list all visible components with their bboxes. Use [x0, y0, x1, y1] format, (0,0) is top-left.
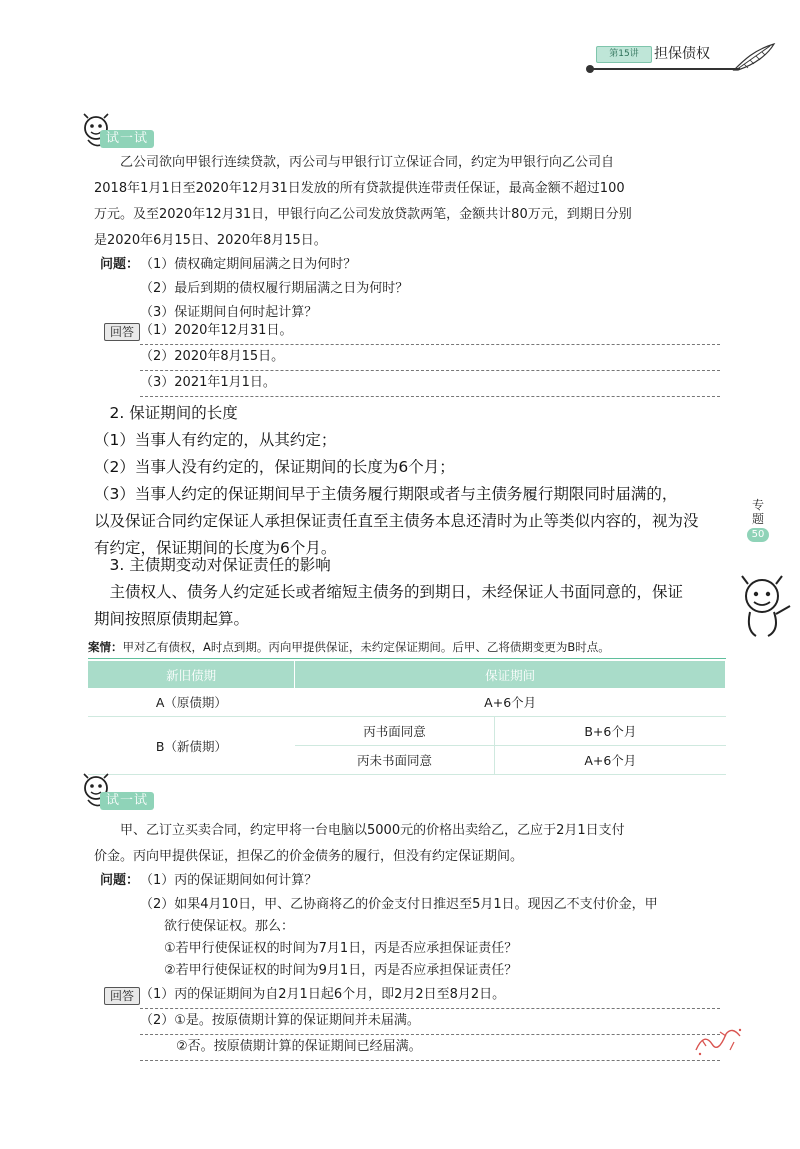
- lecture-badge: 第15讲: [596, 46, 652, 63]
- case-text: 甲对乙有债权，A时点到期。丙向甲提供保证，未约定保证期间。后甲、乙将债期变更为B时点。: [122, 640, 610, 654]
- text-line: 乙公司欲向甲银行连续贷款，丙公司与甲银行订立保证合同，约定为甲银行向乙公司自: [120, 155, 615, 170]
- header-dot: [586, 65, 594, 73]
- table-cell: B（新债期）: [88, 717, 295, 775]
- answer-item: （2）2020年8月15日。: [140, 349, 285, 364]
- text-line: 有约定，保证期间的长度为6个月。: [94, 539, 337, 557]
- question-item: 欲行使保证权。那么：: [164, 919, 295, 934]
- table-cell: A+6个月: [495, 746, 726, 775]
- question-item: （2）最后到期的债权履行期届满之日为何时？: [140, 281, 409, 296]
- answer-rule: [140, 396, 720, 397]
- text-line: 价金。丙向甲提供保证，担保乙的价金债务的履行，但没有约定保证期间。: [94, 849, 524, 864]
- answer-badge: 回答: [104, 323, 140, 341]
- answer-rule: [140, 1034, 720, 1035]
- side-tab-label: 专题: [751, 498, 764, 526]
- text-line: 万元。及至2020年12月31日，甲银行向乙公司发放贷款两笔，金额共计80万元，到期日分别: [94, 207, 632, 222]
- case-rule: [88, 658, 726, 659]
- question-subitem: ②若甲行使保证权的时间为9月1日，丙是否应承担保证责任？: [164, 963, 518, 978]
- try2-scenario: [94, 818, 722, 870]
- text-line: 以及保证合同约定保证人承担保证责任直至主债务本息还清时为止等类似内容的，视为没: [94, 512, 699, 530]
- answer-rule: [140, 1060, 720, 1061]
- table-header-row: [88, 661, 726, 688]
- page-header: [590, 42, 790, 76]
- question-label: 问题：: [100, 257, 140, 272]
- answer-rule: [140, 344, 720, 345]
- question-subitem: ①若甲行使保证权的时间为7月1日，丙是否应承担保证责任？: [164, 941, 518, 956]
- answer-item: （3）2021年1月1日。: [140, 375, 276, 390]
- handwritten-stamp-icon: [690, 1020, 750, 1060]
- table-header: 保证期间: [295, 661, 726, 688]
- case-label: 案情：: [88, 640, 123, 654]
- topic-side-tab: [747, 498, 769, 542]
- answer-item: ②否。按原债期计算的保证期间已经届满。: [176, 1039, 422, 1054]
- table-cell: 丙书面同意: [295, 717, 495, 746]
- question-item: （3）保证期间自何时起计算？: [140, 305, 318, 320]
- list-item: （3）当事人约定的保证期间早于主债务履行期限或者与主债务履行期限同时届满的，: [94, 485, 678, 503]
- list-item: （2）当事人没有约定的，保证期间的长度为6个月；: [94, 458, 455, 476]
- question-item: （1）丙的保证期间如何计算？: [140, 873, 318, 888]
- section-heading: 2. 保证期间的长度: [109, 404, 238, 422]
- table-row: [88, 717, 726, 746]
- guarantee-period-table: [88, 661, 726, 775]
- question-label: 问题：: [100, 873, 140, 888]
- section-3: [94, 552, 722, 633]
- text-line: 期间按照原债期起算。: [94, 610, 250, 628]
- chapter-title: 担保债权: [654, 46, 710, 62]
- answer-rule: [140, 370, 720, 371]
- table-header: 新旧债期: [88, 661, 295, 688]
- mascot-large-icon: [734, 574, 796, 640]
- answer-item: （1）2020年12月31日。: [140, 323, 293, 338]
- table-cell: A+6个月: [295, 688, 726, 717]
- table-cell: 丙未书面同意: [295, 746, 495, 775]
- text-line: 甲、乙订立买卖合同，约定甲将一台电脑以5000元的价格出卖给乙，乙应于2月1日支付: [120, 823, 625, 838]
- answer-rule: [140, 1008, 720, 1009]
- feather-icon: [730, 40, 778, 74]
- section-heading: 3. 主债期变动对保证责任的影响: [109, 556, 331, 574]
- text-line: 2018年1月1日至2020年12月31日发放的所有贷款提供连带责任保证，最高金额不超过100: [94, 181, 625, 196]
- list-item: （1）当事人有约定的，从其约定；: [94, 431, 337, 449]
- side-tab-number: 50: [747, 528, 769, 542]
- table-cell: B+6个月: [495, 717, 726, 746]
- section-2: [94, 400, 722, 562]
- try-label: 试一试: [100, 130, 154, 148]
- question-item: （2）如果4月10日，甲、乙协商将乙的价金支付日推迟至5月1日。现因乙不支付价金，甲: [140, 897, 658, 912]
- header-rule: [590, 68, 740, 70]
- case-description: [88, 638, 728, 656]
- question-item: （1）债权确定期间届满之日为何时？: [140, 257, 357, 272]
- text-line: 主债权人、债务人约定延长或者缩短主债务的到期日，未经保证人书面同意的，保证: [109, 583, 684, 601]
- answer-badge: 回答: [104, 987, 140, 1005]
- answer-item: （1）丙的保证期间为自2月1日起6个月，即2月2日至8月2日。: [140, 987, 506, 1002]
- try-label: 试一试: [100, 792, 154, 810]
- table-row: [88, 688, 726, 717]
- answer-item: （2）①是。按原债期计算的保证期间并未届满。: [140, 1013, 420, 1028]
- table-cell: A（原债期）: [88, 688, 295, 717]
- text-line: 是2020年6月15日、2020年8月15日。: [94, 233, 327, 248]
- try1-scenario: [94, 150, 722, 254]
